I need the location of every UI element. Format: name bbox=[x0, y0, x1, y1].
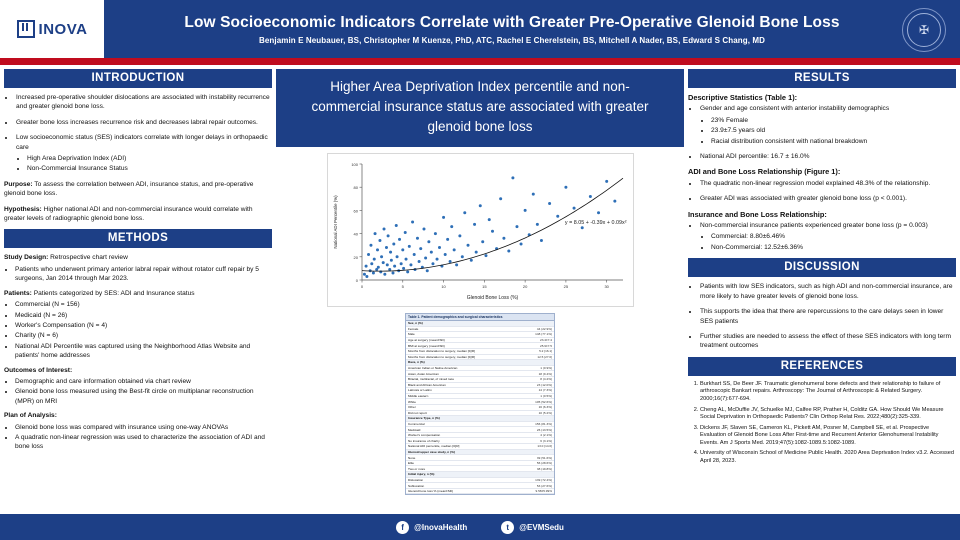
list-item: • Charity (N = 6) bbox=[15, 331, 272, 340]
list-item: 1. Burkhart SS, De Beer JF. Traumatic glenohumeral bone defects and their relationship to failure of arthroscopic Bankart repairs. Arthroscopy: The Journal of Arthroscopic & Related Surgery. 2000;16(7):677-694. bbox=[700, 381, 956, 404]
insurance-sub-bullets bbox=[711, 232, 956, 252]
purpose-label: Purpose: bbox=[4, 180, 33, 188]
section-header-methods: METHODS bbox=[4, 229, 272, 248]
list-item-text: Low socioeconomic status (SES) indicators correlate with longer delays in orthopaedic care bbox=[16, 134, 268, 151]
discussion-body bbox=[688, 282, 956, 350]
table-cell-label: Latino/a or Latinx bbox=[406, 388, 520, 394]
list-item bbox=[15, 133, 272, 174]
table-cell-label: Other bbox=[406, 404, 520, 410]
table-cell-label: Initial injury, n (%) bbox=[406, 472, 520, 478]
purpose-text: To assess the correlation between ADI, insurance status, and pre-operative glenoid bone loss. bbox=[4, 180, 254, 198]
table-cell-label: American Indian or Native American bbox=[406, 365, 520, 371]
list-item: • National ADI Percentile was captured using the Neighborhood Atlas Website and patients' home addresses bbox=[15, 342, 272, 361]
descriptive-stats-bullets bbox=[699, 104, 956, 161]
purpose-paragraph bbox=[4, 180, 272, 199]
header-accent-bar bbox=[0, 58, 960, 65]
descriptive-stats-label: Descriptive Statistics (Table 1): bbox=[688, 93, 798, 102]
study-design-label: Study Design: bbox=[4, 254, 49, 262]
table-cell-value: 6 (3.1%) bbox=[520, 438, 554, 444]
list-item-text: Gender and age consistent with anterior instability demographics bbox=[700, 105, 890, 113]
introduction-bullets bbox=[15, 93, 272, 174]
inova-logo-text: INOVA bbox=[38, 20, 88, 38]
table-cell-value: 14 (7.3%) bbox=[520, 388, 554, 394]
list-item: 2. Cheng AL, McDuffie JV, Schuelke MJ, Calfee RP, Prather H, Colditz GA. How Should We Measure Social Deprivation in Orthopaedic Patients? Clin Orthop Relat Res. 2022;480(2):325-339. bbox=[700, 407, 956, 422]
hypothesis-label: Hypothesis: bbox=[4, 205, 42, 213]
study-design-bullets bbox=[15, 265, 272, 284]
table-cell-value: 25.9±7.5 bbox=[520, 343, 554, 349]
table-row bbox=[406, 488, 554, 494]
svg-text:60: 60 bbox=[353, 208, 358, 214]
insurance-relationship-bullets bbox=[699, 221, 956, 252]
table-cell-value: 16 (6.3%) bbox=[520, 404, 554, 410]
table-cell-value: 1 (0.9%) bbox=[520, 365, 554, 371]
plan-bullets bbox=[15, 423, 272, 452]
table-cell-value: 23 (12.0%) bbox=[520, 382, 554, 388]
author-list: Benjamin E Neubauer, BS, Christopher M Kuenze, PhD, ATC, Rachel E Cherelstein, BS, Mitchell A Nader, BS, Edward S Chang, MD bbox=[258, 35, 766, 45]
section-header-introduction: INTRODUCTION bbox=[4, 69, 272, 88]
table-cell-value: 56 (28.6%) bbox=[520, 460, 554, 466]
social-handle-2-label: @EVMSedu bbox=[519, 522, 564, 532]
table-cell-value: 9.58±5.99% bbox=[520, 488, 554, 494]
list-item: • Non-Commercial: 12.52±6.36% bbox=[711, 243, 956, 252]
table-cell-value: 156 (81.3%) bbox=[520, 421, 554, 427]
list-item: • Racial distribution consistent with national breakdown bbox=[711, 137, 956, 146]
table-cell-label: Insurance Type, n (%) bbox=[406, 416, 520, 422]
svg-text:25: 25 bbox=[563, 284, 568, 289]
table-cell-label: Glenoid bone loss % (mean±SD) bbox=[406, 488, 520, 494]
table-cell-value: 5.2 [16.1] bbox=[520, 348, 554, 354]
table-cell-value: 4 (2.1%) bbox=[520, 432, 554, 438]
table-cell-label: Months from dislocation to surgery, median [IQR] bbox=[406, 354, 520, 360]
list-item: • Patients with low SES indicators, such as high ADI and non-commercial insurance, are more likely to have greater levels of glenoid bone loss. bbox=[699, 282, 956, 301]
key-finding-banner: Higher Area Deprivation Index percentile and non-commercial insurance status are associated with greater glenoid bone loss bbox=[276, 69, 684, 147]
svg-text:0: 0 bbox=[360, 284, 363, 289]
list-item: • 23% Female bbox=[711, 116, 956, 125]
table-cell-label: Black and African American bbox=[406, 382, 520, 388]
table-cell-value: 8 (4.2%) bbox=[520, 376, 554, 382]
table-cell-value: 23.4±7.4 bbox=[520, 337, 554, 343]
table-cell-label: Middle eastern bbox=[406, 393, 520, 399]
references-list bbox=[700, 381, 956, 466]
svg-text:40: 40 bbox=[353, 231, 358, 237]
table-cell-label: Dislocation bbox=[406, 477, 520, 483]
figure-1-scatter-chart bbox=[327, 153, 634, 307]
table-cell-label: No insurance of charity bbox=[406, 438, 520, 444]
right-column bbox=[688, 69, 956, 469]
table-cell-value: 26 (13.5%) bbox=[520, 427, 554, 433]
table-cell-value: 13.0 [14.0] bbox=[520, 444, 554, 450]
study-design-paragraph bbox=[4, 253, 272, 262]
list-item bbox=[699, 221, 956, 252]
table-1-card bbox=[405, 313, 555, 495]
table-cell-label: Sex, n (%) bbox=[406, 321, 520, 326]
study-design-text: Retrospective chart review bbox=[48, 254, 128, 262]
svg-text:0: 0 bbox=[355, 278, 358, 283]
table-caption: Table 1. Patient demographics and surgical characteristics bbox=[406, 314, 554, 321]
list-item: • Commercial (N = 156) bbox=[15, 300, 272, 309]
left-column bbox=[4, 69, 272, 453]
twitter-icon: t bbox=[501, 521, 514, 534]
adi-relationship-label: ADI and Bone Loss Relationship (Figure 1): bbox=[688, 167, 841, 177]
svg-text:80: 80 bbox=[353, 185, 358, 191]
social-handle-2[interactable] bbox=[501, 521, 564, 534]
table-body bbox=[406, 321, 554, 494]
table-cell-label: White bbox=[406, 399, 520, 405]
social-handle-1-label: @InovaHealth bbox=[414, 522, 468, 532]
institution-seal-icon bbox=[902, 8, 946, 52]
list-item: • This supports the idea that there are repercussions to the care delays seen in lower SES patients bbox=[699, 307, 956, 326]
middle-column bbox=[276, 69, 684, 495]
descriptive-stats-sub-bullets bbox=[711, 116, 956, 146]
hypothesis-paragraph bbox=[4, 205, 272, 224]
section-header-discussion: DISCUSSION bbox=[688, 258, 956, 277]
svg-text:20: 20 bbox=[353, 254, 358, 260]
table-cell-value: 44 (22.9%) bbox=[520, 326, 554, 332]
patients-paragraph bbox=[4, 289, 272, 298]
list-item-text: Non-commercial insurance patients experienced greater bone loss (p = 0.003) bbox=[700, 222, 928, 230]
table-cell-label: Glenoid upper case study, n (%) bbox=[406, 449, 520, 455]
list-item: • Non-Commercial Insurance Status bbox=[27, 164, 272, 173]
poster-footer bbox=[0, 514, 960, 540]
list-item: • Commercial: 8.80±6.46% bbox=[711, 232, 956, 241]
svg-text:15: 15 bbox=[481, 284, 487, 289]
list-item: • The quadratic non-linear regression model explained 48.3% of the relationship. bbox=[699, 179, 956, 188]
adi-relationship-bullets bbox=[699, 179, 956, 204]
list-item: • Medicaid (N = 26) bbox=[15, 311, 272, 320]
seal-glyph: ✠ bbox=[907, 13, 941, 47]
page-title: Low Socioeconomic Indicators Correlate with Greater Pre-Operative Glenoid Bone Loss bbox=[184, 13, 840, 31]
table-cell-value: 38 (19.8%) bbox=[520, 466, 554, 472]
svg-text:5: 5 bbox=[401, 284, 404, 289]
title-block bbox=[104, 14, 960, 45]
table-cell-label: Subluxation bbox=[406, 483, 520, 489]
inova-logo bbox=[0, 0, 104, 58]
table-cell-value: 10 (5.2%) bbox=[520, 410, 554, 416]
table-cell-label: Elite bbox=[406, 460, 520, 466]
table-cell-value: 1 (0.5%) bbox=[520, 393, 554, 399]
outcomes-bullets bbox=[15, 377, 272, 406]
table-cell-value: 105 (52.6%) bbox=[520, 399, 554, 405]
table-cell-label: Commercial bbox=[406, 421, 520, 427]
introduction-sub-bullets bbox=[27, 154, 272, 174]
demographics-table bbox=[406, 321, 554, 494]
svg-text:20: 20 bbox=[522, 284, 527, 289]
svg-text:Glenoid Bone Loss (%): Glenoid Bone Loss (%) bbox=[466, 295, 518, 301]
hypothesis-text: Higher national ADI and non-commercial insurance would correlate with greater levels of radiographic glenoid bone loss. bbox=[4, 205, 253, 223]
section-header-references: REFERENCES bbox=[688, 357, 956, 376]
table-cell-label: Biracial, multiracial, of mixed race bbox=[406, 376, 520, 382]
svg-text:National ADI Percentile (%): National ADI Percentile (%) bbox=[332, 195, 338, 249]
methods-body bbox=[4, 253, 272, 451]
results-body bbox=[688, 93, 956, 252]
table-cell-label: Did not report bbox=[406, 410, 520, 416]
list-item: • Worker's Compensation (N = 4) bbox=[15, 321, 272, 330]
table-cell-value: 12.5 [27.0] bbox=[520, 354, 554, 360]
plan-label-paragraph bbox=[4, 411, 272, 420]
list-item: • Demographic and care information obtained via chart review bbox=[15, 377, 272, 386]
list-item: • Increased pre-operative shoulder dislocations are associated with instability recurrence and greater glenoid bone loss. bbox=[15, 93, 272, 112]
social-handle-1[interactable] bbox=[396, 521, 467, 534]
table-cell-value: 148 (77.1%) bbox=[520, 332, 554, 338]
list-item: • Greater bone loss increases recurrence risk and decreases labral repair outcomes. bbox=[15, 118, 272, 127]
list-item: • High Area Deprivation Index (ADI) bbox=[27, 154, 272, 163]
regression-equation-label: y = 8.05 + -0.39x + 0.09x² bbox=[564, 220, 627, 226]
table-cell-value: 18 (9.4%) bbox=[520, 371, 554, 377]
table-cell-label: Medicaid bbox=[406, 427, 520, 433]
poster-header bbox=[0, 0, 960, 58]
list-item: • 23.9±7.5 years old bbox=[711, 126, 956, 135]
list-item: • Patients who underwent primary anterior labral repair without rotator cuff repair by 5 surgeons, Jan 2014 through Mar 2023. bbox=[15, 265, 272, 284]
scatter-plot-svg bbox=[328, 154, 633, 306]
list-item: 3. Dickens JF, Slaven SE, Cameron KL, Pickett AM, Posner M, Campbell SE, et al. Prospective Evaluation of Glenoid Bone Loss After First-time and Recurrent Anterior Glenohumeral Instability Events. Am J Sports Med. 2019;47(5):1082-1089.5:1082-1089. bbox=[700, 425, 956, 448]
patients-label: Patients: bbox=[4, 289, 32, 297]
table-cell-label: None bbox=[406, 455, 520, 461]
outcomes-label-paragraph bbox=[4, 366, 272, 375]
list-item: • Greater ADI was associated with greater glenoid bone loss (p < 0.001). bbox=[699, 194, 956, 203]
table-cell-value: 39 (51.6%) bbox=[520, 455, 554, 461]
svg-text:10: 10 bbox=[440, 284, 446, 289]
table-cell-label: Age at surgery (mean±SD) bbox=[406, 337, 520, 343]
list-item: • National ADI percentile: 16.7 ± 16.0% bbox=[699, 152, 956, 161]
table-cell-label: Male bbox=[406, 332, 520, 338]
table-cell-label: BMI at surgery (mean±SD) bbox=[406, 343, 520, 349]
inova-logo-icon bbox=[17, 20, 35, 38]
table-cell-value: 139 (72.4%) bbox=[520, 477, 554, 483]
table-cell-label: Asian, Asian American bbox=[406, 371, 520, 377]
facebook-icon: f bbox=[396, 521, 409, 534]
table-cell-label: National ADI percentile, median [IQR] bbox=[406, 444, 520, 450]
table-cell-label: Female bbox=[406, 326, 520, 332]
discussion-bullets bbox=[699, 282, 956, 350]
list-item: • Further studies are needed to assess the effect of these SES indicators with long term treatment outcomes bbox=[699, 332, 956, 351]
insurance-relationship-label: Insurance and Bone Loss Relationship: bbox=[688, 209, 827, 219]
table-cell-label: Worker's compensation bbox=[406, 432, 520, 438]
table-cell-label: Race, n (%) bbox=[406, 360, 520, 366]
introduction-body bbox=[4, 93, 272, 223]
outcomes-label: Outcomes of Interest: bbox=[4, 366, 73, 374]
list-item: 4. University of Wisconsin School of Medicine Public Health. 2020 Area Deprivation Index v3.2. Accessed April 28, 2023. bbox=[700, 450, 956, 465]
table-cell-label: Two or more bbox=[406, 466, 520, 472]
plan-of-analysis-label: Plan of Analysis: bbox=[4, 412, 57, 420]
section-header-results: RESULTS bbox=[688, 69, 956, 88]
table-cell-label: Months from dislocation to surgery, median [IQR] bbox=[406, 348, 520, 354]
patients-text: Patients categorized by SES: ADI and Insurance status bbox=[31, 289, 195, 297]
list-item bbox=[699, 104, 956, 146]
list-item: • Glenoid bone loss was compared with insurance using one-way ANOVAs bbox=[15, 423, 272, 432]
svg-text:100: 100 bbox=[350, 162, 358, 167]
list-item: • Glenoid bone loss measured using the Best-fit circle on multiplanar reconstruction (MPR) on MRI bbox=[15, 387, 272, 406]
list-item: • A quadratic non-linear regression was used to characterize the association of ADI and bone loss bbox=[15, 433, 272, 452]
patients-bullets bbox=[15, 300, 272, 360]
table-cell-value: 53 (27.6%) bbox=[520, 483, 554, 489]
svg-text:30: 30 bbox=[603, 284, 609, 289]
